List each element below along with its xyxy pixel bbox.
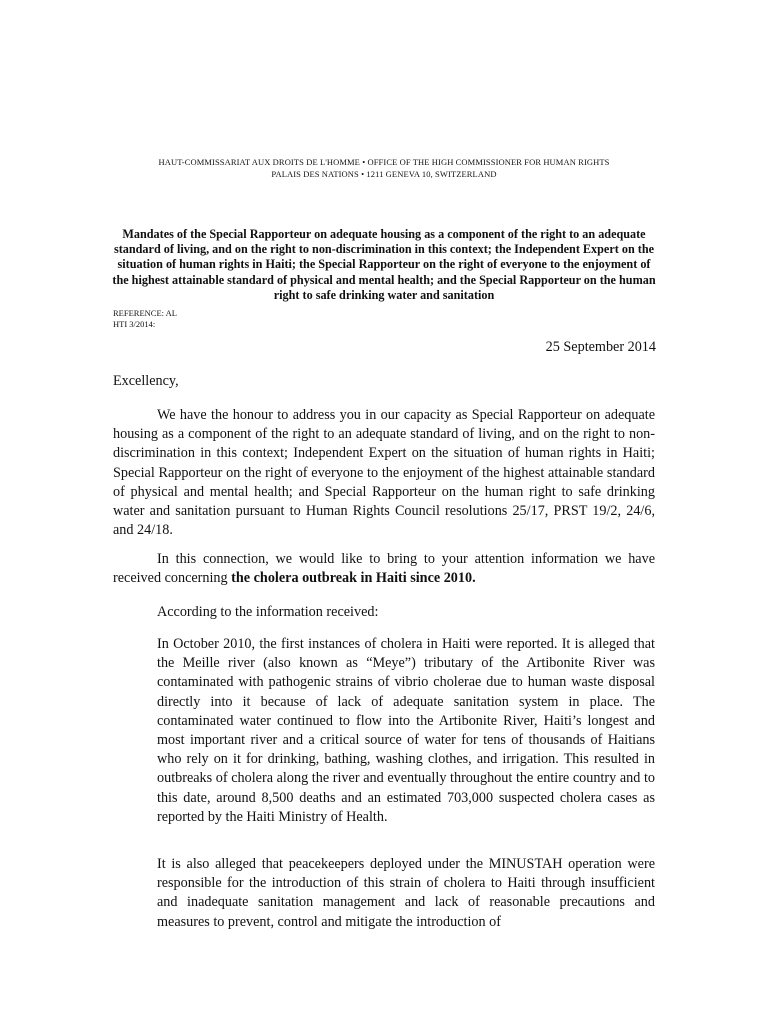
paragraph-1: We have the honour to address you in our capacity as Special Rapporteur on adequate housing as a component of the right to an adequate standard of living, and on the right to non-discrimination in this context; Independent Expert on the situation of human rights in Haiti; Special Rapporteur on the right of everyone to the enjoyment of the highest attainable standard of physical and mental health; and Special Rapporteur on the human right to safe drinking water and sanitation pursuant to Human Rights Council resolutions 25/17, PRST 19/2, 24/6, and 24/18. bbox=[113, 407, 655, 539]
letterhead bbox=[0, 156, 768, 180]
paragraph-2-bold: the cholera outbreak in Haiti since 2010. bbox=[231, 570, 476, 587]
paragraph-3: According to the information received: bbox=[157, 604, 379, 620]
letterhead-suffix: RIGHTS bbox=[578, 157, 610, 167]
paragraph-2-text: In this connection, we would like to bring to your attention information we have received concerning bbox=[113, 551, 655, 587]
paragraph-2 bbox=[113, 550, 655, 588]
letterhead-address: PALAIS DES NATIONS • 1211 GENEVA 10, SWITZERLAND bbox=[271, 169, 497, 179]
reference-line-2: HTI 3/2014: bbox=[113, 319, 156, 329]
salutation: Excellency, bbox=[113, 373, 179, 389]
paragraph-4: In October 2010, the first instances of cholera in Haiti were reported. It is alleged that the Meille river (also known as “Meye”) tributary of the Artibonite River was contaminated with pathogenic strains of vibrio cholerae due to human waste disposal directly into it because of lack of adequate sanitation system in place. The contaminated water continued to flow into the Artibonite River, Haiti’s longest and most important river and a critical source of water for tens of thousands of Haitians who rely on it for drinking, bathing, washing clothes, and irrigation. This resulted in outbreaks of cholera along the river and eventually throughout the entire country and to this date, around 8,500 deaths and an estimated 703,000 suspected cholera cases as reported by the Haiti Ministry of Health. bbox=[157, 636, 655, 825]
letterhead-office: COMMISSARIAT AUX DROITS DE L'HOMME • OFFICE OF THE HIGH COMMISSIONER FOR HUMAN bbox=[184, 157, 576, 167]
letterhead-line-1 bbox=[0, 156, 768, 168]
letterhead-prefix: HAUT- bbox=[158, 157, 185, 167]
paragraph-5: It is also alleged that peacekeepers deployed under the MINUSTAH operation were responsible for the introduction of this strain of cholera to Haiti through insufficient and inadequate sanitation management and lack of reasonable precautions and measures to prevent, control and mitigate the introduction of bbox=[157, 856, 655, 930]
reference-block bbox=[113, 308, 177, 330]
reference-line-1: REFERENCE: AL bbox=[113, 308, 177, 318]
mandates-heading: Mandates of the Special Rapporteur on adequate housing as a component of the right to an adequate standard of living, and on the right to non-discrimination in this context; the Independent Expert on the situation of human rights in Haiti; the Special Rapporteur on the right of everyone to the enjoyment of the highest attainable standard of physical and mental health; and the Special Rapporteur on the human right to safe drinking water and sanitation bbox=[112, 227, 656, 302]
letter-date: 25 September 2014 bbox=[545, 339, 656, 355]
